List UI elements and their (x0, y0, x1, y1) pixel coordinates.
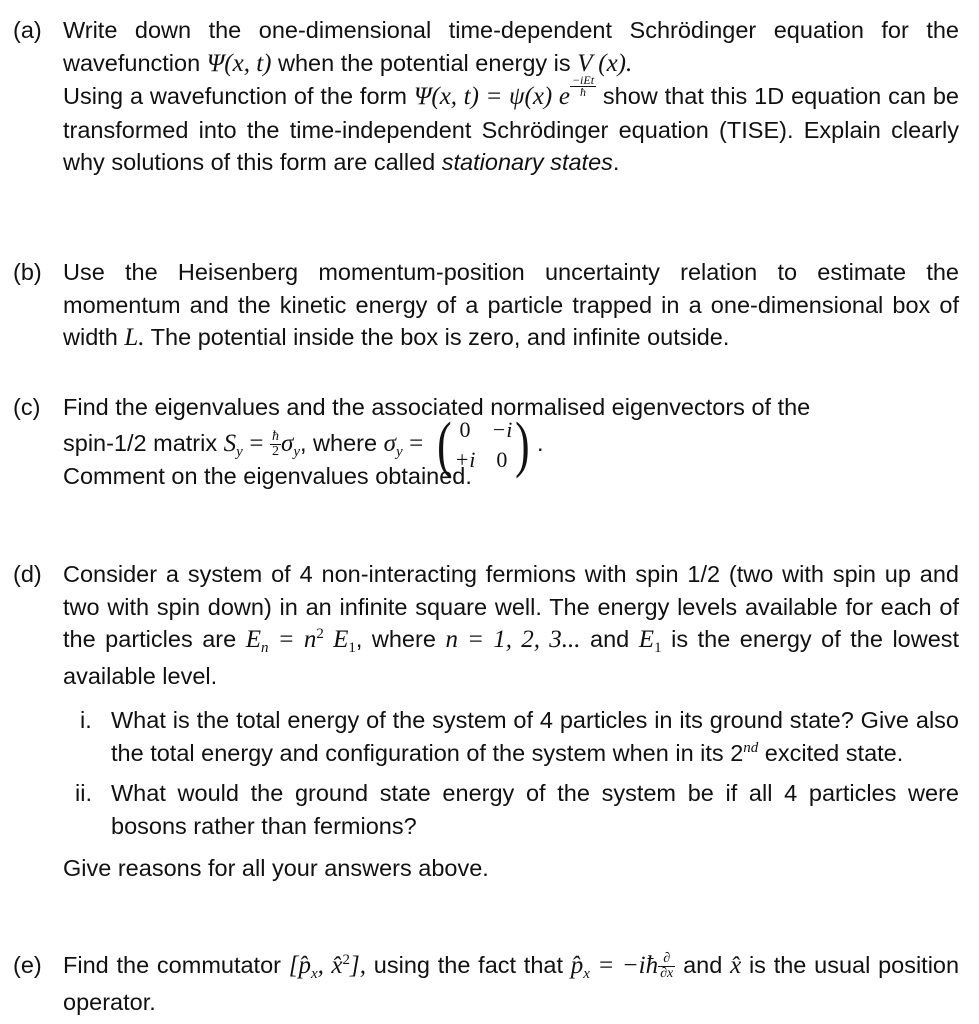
item-label: ii. (75, 780, 92, 806)
question-b (13, 256, 959, 355)
question-a (13, 14, 959, 179)
question-c-text-3: Comment on the eigenvalues obtained. (63, 462, 472, 489)
question-a-text: Write down the one-dimensional time-dependent Schrödinger equation for the wavefunction (63, 17, 959, 76)
question-b-body (63, 256, 959, 355)
question-e-text: Find the commutator (63, 952, 281, 978)
hbar-over-2: $\frac{ħ}{2}$ (271, 429, 279, 459)
matrix-cell: 0 (496, 446, 508, 472)
momentum-operator: p̂ (570, 952, 584, 979)
question-d (13, 558, 959, 885)
matrix-cell: +i (454, 446, 476, 472)
potential-v: V (x). (577, 49, 633, 77)
question-a-label: (a) (13, 17, 42, 43)
psi-xt: Ψ(x, t) (206, 49, 272, 77)
question-c-text: Find the eigenvalues and the associated normalised eigenvectors of the (63, 394, 811, 420)
question-c (13, 391, 959, 492)
matrix-cell: −i (491, 416, 513, 442)
spin-sy: S (223, 429, 237, 457)
question-d-body: Consider a system of 4 non-interacting fermions with spin 1/2 (two with spin up and two with spin down) in an infinite square well. The energy levels available for each of the particles are $E_n = n^2$ $E_1$, where n = 1, 2, 3... and $E_1$ is the energy of the lowest available level. i. What is the total energy of the system of 4 particles in its ground state? Give also the total energy and configuration of the system when in its 2nd excited state. ii. What would the ground state energy of the system be if all 4 particles were bosons rather than fermions? Give reasons for all your answers above. (63, 558, 959, 885)
question-a-body: Write down the one-dimensional time-dependent Schrödinger equation for the wavefunction Ψ(x, t) when the potential energy is V (x). Using a wavefunction of the form Ψ(x, t) = ψ(x) e $\frac{\text{−iEt}}{ħ}$ show that this 1D equation can be transformed into the time-independent Schrödinger equation (TISE). Explain clearly why solutions of this form are called stationary states. (63, 17, 959, 175)
question-a-text-4: show that this 1D equation can be transformed into the time-independent Schrödinger equation (TISE). Explain clearly why solutions of this form are called (63, 83, 959, 175)
question-a-text-2: when the potential energy is (278, 49, 571, 76)
question-d-text-2: is the energy of the lowest available level. (63, 626, 960, 689)
box-width-l: L. (124, 324, 145, 351)
question-d-item-ii (75, 777, 959, 842)
exponent-fraction: $\frac{\text{−iEt}}{ħ}$ (571, 73, 595, 100)
matrix-cell: 0 (459, 416, 471, 442)
pauli-matrix (434, 410, 533, 479)
question-d-closing: Give reasons for all your answers above. (63, 855, 489, 881)
question-d-text: Consider a system of 4 non-interacting fermions with spin 1/2 (two with spin up and two with spin down) in an infinite square well. The energy levels available for each of the particles are (63, 561, 959, 652)
wavefunction-form: Ψ(x, t) = ψ(x) e (413, 83, 570, 110)
energy-e1: E (638, 626, 655, 653)
question-c-text-2: spin-1/2 matrix (63, 429, 218, 456)
stationary-states-term: stationary states (441, 149, 613, 175)
question-e-text-3: is the usual position operator. (63, 952, 960, 1015)
question-e (13, 949, 959, 1018)
question-d-item-i: i. What is the total energy of the system of 4 particles in its ground state? Give also the total energy and configuration of the system when in its 2nd excited state. (111, 704, 959, 773)
item-text: What would the ground state energy of the system be if all 4 particles were bosons rather than fermions? (111, 780, 959, 839)
sigma-y-2: σ (383, 429, 396, 457)
question-b-text-2: The potential inside the box is zero, and infinite outside. (150, 324, 730, 350)
partial-derivative: $\frac{\partial}{\partial x}$ (660, 951, 674, 982)
question-e-body: Find the commutator [$p̂_x$, x̂$^2$], using the fact that $p̂_x$ = −iħ $\frac{\partial}{\partial x}$ and x̂ is the usual position operator. (63, 951, 960, 1015)
energy-en: E (245, 626, 261, 653)
commutator: [p̂ (288, 952, 311, 979)
question-e-text-2: using the fact that (373, 952, 564, 978)
question-e-label: (e) (13, 952, 42, 978)
item-label: i. (80, 707, 92, 733)
question-b-label: (b) (13, 259, 42, 285)
question-a-text-3: Using a wavefunction of the form (63, 83, 407, 109)
item-text: What is the total energy of the system of 4 particles in its ground state? Give also the total energy and configuration of the system when in its 2 (111, 707, 959, 766)
n-values: n = 1, 2, 3... (445, 626, 581, 653)
right-paren: ) (515, 410, 530, 479)
position-operator: x̂ (730, 952, 742, 979)
sigma-y: σ (280, 429, 294, 457)
question-c-body: Find the eigenvalues and the associated normalised eigenvectors of the spin-1/2 matrix $S_y$ = $\frac{ħ}{2}$ $\sigma_y$, where $\sigma_y$ = ( 0 −i +i 0 ) . Comment on the eigenvalues obtained. (63, 391, 959, 492)
question-c-label: (c) (13, 394, 41, 420)
question-b-text: Use the Heisenberg momentum-position uncertainty relation to estimate the momentum and the kinetic energy of a particle trapped in a one-dimensional box of width (63, 259, 959, 350)
question-d-label: (d) (13, 561, 42, 587)
left-paren: ( (436, 410, 452, 479)
